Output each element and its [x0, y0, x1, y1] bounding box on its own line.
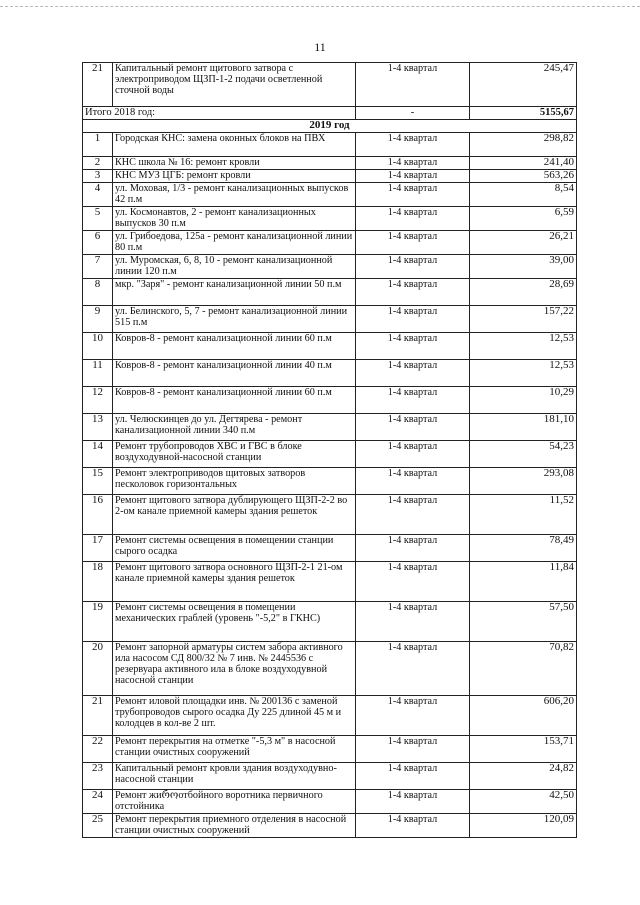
row-name: Капитальный ремонт кровли здания воздуходувно-насосной станции: [113, 763, 356, 790]
row-sum: 245,47: [470, 63, 577, 107]
year-2019-heading: 2019 год: [83, 120, 577, 133]
table-row: [83, 790, 577, 814]
table-row: [83, 157, 577, 170]
total-2018-label: Итого 2018 год:: [83, 107, 356, 120]
row-number: 23: [83, 763, 113, 790]
row-sum: 12,53: [470, 333, 577, 360]
row-sum: 10,29: [470, 387, 577, 414]
row-name: Ремонт электроприводов щитовых затворов песколовок горизонтальных: [113, 468, 356, 495]
row-name: ул. Грибоедова, 125а - ремонт канализационной линии 80 п.м: [113, 231, 356, 255]
row-period: 1-4 квартал: [356, 642, 470, 696]
row-sum: 11,52: [470, 495, 577, 535]
row-number: 7: [83, 255, 113, 279]
row-sum: 28,69: [470, 279, 577, 306]
table-row: [83, 360, 577, 387]
row-period: 1-4 квартал: [356, 414, 470, 441]
row-number: 21: [83, 696, 113, 736]
row-number: 1: [83, 133, 113, 157]
row-number: 15: [83, 468, 113, 495]
row-name: Ковров-8 - ремонт канализационной линии 40 п.м: [113, 360, 356, 387]
row-number: 8: [83, 279, 113, 306]
table-row: [83, 133, 577, 157]
row-sum: 120,09: [470, 814, 577, 838]
table-row: [83, 441, 577, 468]
row-period: 1-4 квартал: [356, 255, 470, 279]
row-name: Ковров-8 - ремонт канализационной линии 60 п.м: [113, 333, 356, 360]
row-period: 1-4 квартал: [356, 306, 470, 333]
row-number: 16: [83, 495, 113, 535]
row-sum: 606,20: [470, 696, 577, 736]
table-row: [83, 535, 577, 562]
table-row: [83, 814, 577, 838]
row-number: 13: [83, 414, 113, 441]
row-sum: 6,59: [470, 207, 577, 231]
row-period: 1-4 квартал: [356, 495, 470, 535]
total-2018-sum: 5155,67: [470, 107, 577, 120]
table-row: [83, 63, 577, 107]
row-name: ул. Космонавтов, 2 - ремонт канализационных выпусков 30 п.м: [113, 207, 356, 231]
row-name: Ремонт запорной арматуры систем забора активного ила насосом СД 800/32 № 7 инв. № 2445536 с резервуара активного ила в блоке воздуходувной насосной станции: [113, 642, 356, 696]
table-row: [83, 255, 577, 279]
row-name: ул. Челюскинцев до ул. Дегтярева - ремонт канализационной линии 340 п.м: [113, 414, 356, 441]
row-number: 25: [83, 814, 113, 838]
table-row: [83, 279, 577, 306]
row-number: 11: [83, 360, 113, 387]
row-sum: 12,53: [470, 360, 577, 387]
row-period: 1-4 квартал: [356, 535, 470, 562]
scan-border-line: [0, 6, 640, 8]
table-row: [83, 183, 577, 207]
table-row: [83, 468, 577, 495]
row-sum: 11,84: [470, 562, 577, 602]
works-table-body: [83, 63, 577, 838]
row-name: Ремонт перекрытия на отметке "-5,3 м" в насосной станции очистных сооружений: [113, 736, 356, 763]
row-sum: 241,40: [470, 157, 577, 170]
row-sum: 70,82: [470, 642, 577, 696]
row-period: 1-4 квартал: [356, 333, 470, 360]
row-period: 1-4 квартал: [356, 562, 470, 602]
row-number: 17: [83, 535, 113, 562]
year-2019-row: [83, 120, 577, 133]
row-period: 1-4 квартал: [356, 207, 470, 231]
row-sum: 24,82: [470, 763, 577, 790]
row-period: 1-4 квартал: [356, 387, 470, 414]
row-period: 1-4 квартал: [356, 183, 470, 207]
row-period: 1-4 квартал: [356, 602, 470, 642]
row-name: Ремонт жиროотбойного воротника первичного отстойника: [113, 790, 356, 814]
row-number: 3: [83, 170, 113, 183]
row-number: 24: [83, 790, 113, 814]
row-number: 19: [83, 602, 113, 642]
row-period: 1-4 квартал: [356, 696, 470, 736]
row-name: Ремонт перекрытия приемного отделения в насосной станции очистных сооружений: [113, 814, 356, 838]
row-number: 9: [83, 306, 113, 333]
row-period: 1-4 квартал: [356, 736, 470, 763]
row-name: Ремонт иловой площадки инв. № 200136 с заменой трубопроводов сырого осадка Ду 225 длиной 45 м и колодцев в кол-ве 2 шт.: [113, 696, 356, 736]
table-row: [83, 763, 577, 790]
row-sum: 157,22: [470, 306, 577, 333]
row-name: Ремонт щитового затвора дублирующего ЩЗП-2-2 во 2-ом канале приемной камеры здания решеток: [113, 495, 356, 535]
table-row: [83, 170, 577, 183]
total-2018-row: [83, 107, 577, 120]
row-period: 1-4 квартал: [356, 468, 470, 495]
row-number: 20: [83, 642, 113, 696]
table-row: [83, 495, 577, 535]
table-row: [83, 562, 577, 602]
row-name: ул. Моховая, 1/3 - ремонт канализационных выпусков 42 п.м: [113, 183, 356, 207]
row-period: 1-4 квартал: [356, 133, 470, 157]
row-name: КНС МУЗ ЦГБ: ремонт кровли: [113, 170, 356, 183]
row-number: 10: [83, 333, 113, 360]
works-table: [82, 62, 577, 838]
row-sum: 181,10: [470, 414, 577, 441]
table-row: [83, 306, 577, 333]
row-period: 1-4 квартал: [356, 170, 470, 183]
row-name: Капитальный ремонт щитового затвора с электроприводом ЩЗП-1-2 подачи осветленной сточной воды: [113, 63, 356, 107]
table-row: [83, 696, 577, 736]
table-row: [83, 231, 577, 255]
row-number: 18: [83, 562, 113, 602]
row-number: 5: [83, 207, 113, 231]
row-name: КНС школа № 16: ремонт кровли: [113, 157, 356, 170]
row-sum: 26,21: [470, 231, 577, 255]
table-row: [83, 207, 577, 231]
row-name: ул. Муромская, 6, 8, 10 - ремонт канализационной линии 120 п.м: [113, 255, 356, 279]
page-number: 11: [314, 40, 326, 54]
row-number: 2: [83, 157, 113, 170]
row-name: ул. Белинского, 5, 7 - ремонт канализационной линии 515 п.м: [113, 306, 356, 333]
table-row: [83, 642, 577, 696]
row-period: 1-4 квартал: [356, 814, 470, 838]
row-number: 21: [83, 63, 113, 107]
row-sum: 8,54: [470, 183, 577, 207]
row-sum: 57,50: [470, 602, 577, 642]
row-name: Ремонт трубопроводов ХВС и ГВС в блоке воздуходувной-насосной станции: [113, 441, 356, 468]
row-number: 12: [83, 387, 113, 414]
row-sum: 563,26: [470, 170, 577, 183]
row-sum: 39,00: [470, 255, 577, 279]
row-name: Ремонт щитового затвора основного ЩЗП-2-1 21-ом канале приемной камеры здания решеток: [113, 562, 356, 602]
row-number: 22: [83, 736, 113, 763]
row-period: 1-4 квартал: [356, 279, 470, 306]
table-row: [83, 387, 577, 414]
row-sum: 298,82: [470, 133, 577, 157]
total-2018-dash: -: [356, 107, 470, 120]
row-period: 1-4 квартал: [356, 360, 470, 387]
row-sum: 153,71: [470, 736, 577, 763]
row-period: 1-4 квартал: [356, 231, 470, 255]
row-sum: 42,50: [470, 790, 577, 814]
row-name: Ремонт системы освещения в помещении станции сырого осадка: [113, 535, 356, 562]
row-period: 1-4 квартал: [356, 790, 470, 814]
row-name: Ремонт системы освещения в помещении механических граблей (уровень "-5,2" в ГКНС): [113, 602, 356, 642]
row-sum: 293,08: [470, 468, 577, 495]
row-period: 1-4 квартал: [356, 63, 470, 107]
row-number: 14: [83, 441, 113, 468]
row-name: мкр. "Заря" - ремонт канализационной линии 50 п.м: [113, 279, 356, 306]
row-sum: 54,23: [470, 441, 577, 468]
row-name: Ковров-8 - ремонт канализационной линии 60 п.м: [113, 387, 356, 414]
row-number: 4: [83, 183, 113, 207]
table-row: [83, 333, 577, 360]
table-row: [83, 736, 577, 763]
row-period: 1-4 квартал: [356, 157, 470, 170]
row-period: 1-4 квартал: [356, 441, 470, 468]
row-period: 1-4 квартал: [356, 763, 470, 790]
row-name: Городская КНС: замена оконных блоков на ПВХ: [113, 133, 356, 157]
row-number: 6: [83, 231, 113, 255]
table-row: [83, 602, 577, 642]
table-row: [83, 414, 577, 441]
row-sum: 78,49: [470, 535, 577, 562]
